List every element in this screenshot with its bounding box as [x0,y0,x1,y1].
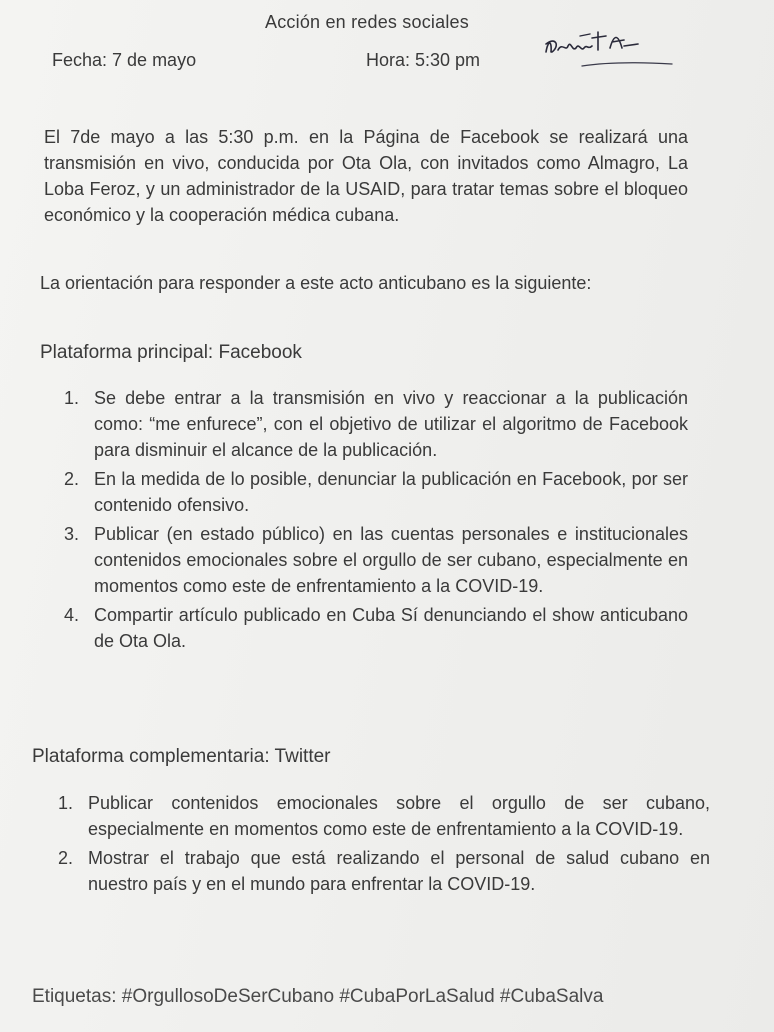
list-item-text: Compartir artículo publicado en Cuba Sí denunciando el show anticubano de Ota Ola. [94,605,688,651]
list-item-text: Se debe entrar a la transmisión en vivo y reaccionar a la publicación como: “me enfurece”, con el objetivo de utilizar el algoritmo de Facebook para disminuir el alcance de la publicación. [94,388,688,460]
list-item-text: Publicar contenidos emocionales sobre el orgullo de ser cubano, especialmente en momentos como este de enfrentamiento a la COVID-19. [88,793,710,839]
list-item-text: Mostrar el trabajo que está realizando el personal de salud cubano en nuestro país y en el mundo para enfrentar la COVID-19. [88,848,710,894]
list-number: 1. [64,388,80,408]
primary-platform-list [64,385,688,657]
secondary-platform-list [58,790,710,900]
list-item [58,845,710,897]
list-number: 4. [64,605,80,625]
list-number: 1. [58,793,74,813]
list-number: 2. [64,469,80,489]
time-field: Hora: 5:30 pm [366,50,481,70]
list-item [64,602,688,654]
list-item [64,521,688,599]
orientation-paragraph: La orientación para responder a este acto anticubano es la siguiente: [40,273,592,293]
secondary-platform-heading: Plataforma complementaria: Twitter [32,746,331,767]
primary-platform-heading: Plataforma principal: Facebook [40,342,302,363]
list-item [64,385,688,463]
list-number: 3. [64,524,80,544]
document-title: Acción en redes sociales [265,12,469,32]
hashtags-line: Etiquetas: #OrgullosoDeSerCubano #CubaPorLaSalud #CubaSalva [32,986,604,1007]
list-item-text: En la medida de lo posible, denunciar la publicación en Facebook, por ser contenido ofensivo. [94,469,688,515]
handwritten-signature [538,22,678,74]
date-field: Fecha: 7 de mayo [52,50,197,70]
intro-paragraph: El 7de mayo a las 5:30 p.m. en la Página de Facebook se realizará una transmisión en vivo, conducida por Ota Ola, con invitados como Almagro, La Loba Feroz, y un administrador de la USAID, para tratar temas sobre el bloqueo económico y la cooperación médica cubana. [44,127,688,225]
list-item-text: Publicar (en estado público) en las cuentas personales e institucionales contenidos emocionales sobre el orgullo de ser cubano, especialmente en momentos como este de enfrentamiento a la COVID-19. [94,524,688,596]
list-item [64,466,688,518]
list-item [58,790,710,842]
list-number: 2. [58,848,74,868]
